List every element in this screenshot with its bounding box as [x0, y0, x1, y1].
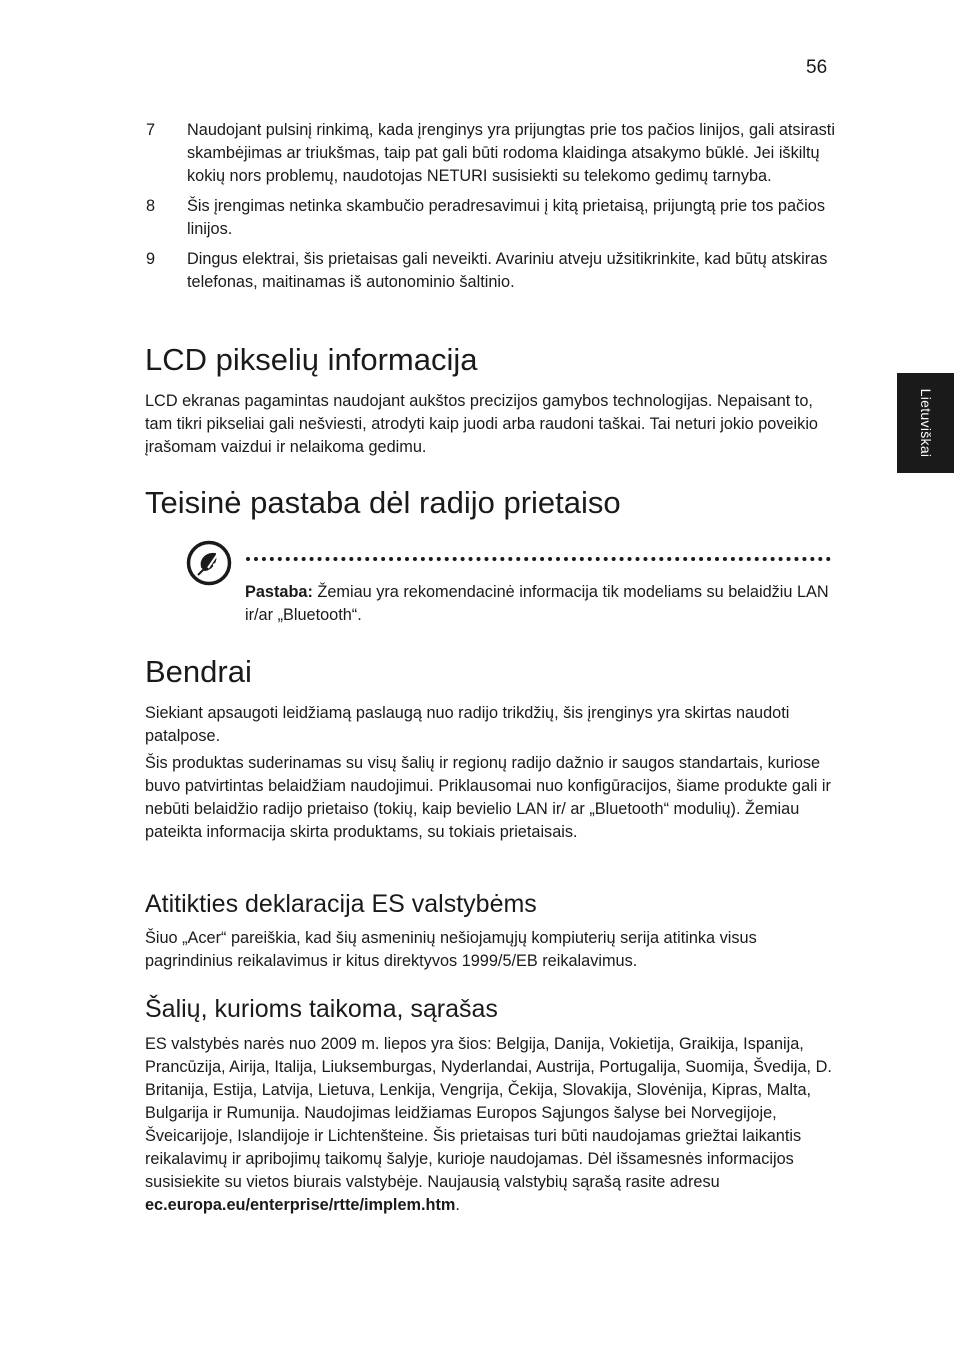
note-icon: [186, 540, 232, 586]
lcd-section-body: LCD ekranas pagamintas naudojant aukštos precizijos gamybos technologijas. Nepaisant to, tam tikri pikseliai gali nešviesti, atrodyti kaip juodi arba raudoni taškai. Tai neturi jokio poveikio įrašomam vaizdui ir nelaikoma gedimu.: [145, 392, 818, 456]
list-item: [146, 195, 836, 241]
note-divider: [246, 557, 831, 561]
language-side-tab-label: Lietuviškai: [917, 388, 934, 458]
link-suffix: .: [455, 1196, 460, 1214]
note-box: [245, 581, 835, 627]
language-side-tab: [897, 373, 954, 473]
list-item: [146, 248, 836, 294]
countries-heading: Šalių, kurioms taikoma, sąrašas: [145, 995, 498, 1023]
list-item-text: Šis įrengimas netinka skambučio peradresavimui į kitą prietaisą, prijungtą prie tos pačios linijos.: [187, 197, 825, 238]
list-item-text: Dingus elektrai, šis prietaisas gali neveikti. Avariniu atveju užsitikrinkite, kad būtų atskiras telefonas, maitinamas iš autonominio šaltinio.: [187, 250, 828, 291]
page-number: 56: [806, 57, 828, 78]
numbered-list: [146, 119, 836, 301]
countries-body-text: ES valstybės narės nuo 2009 m. liepos yra šios: Belgija, Danija, Vokietija, Graikija, Ispanija, Prancūzija, Airija, Italija, Liuksemburgas, Nyderlandai, Austrija, Portugalija, Suomija, Švedija, D. Britanija, Estija, Latvija, Lietuva, Lenkija, Vengrija, Čekija, Slovakija, Slovėnija, Kipras, Malta, Bulgarija ir Rumunija. Naudojimas leidžiamas Europos Sąjungos šalyse bei Norvegijoje, Šveicarijoje, Islandijoje ir Lichtenšteine. Šis prietaisas turi būti naudojamas griežtai laikantis reikalavimų ir apribojimų taikomų šalyje, kurioje naudojamas. Dėl išsamesnės informacijos susisiekite su vietos biurais valstybėje. Naujausią valstybių sąrašą rasite adresu: [145, 1035, 832, 1191]
countries-body: [145, 1033, 835, 1217]
eu-link[interactable]: ec.europa.eu/enterprise/rtte/implem.htm: [145, 1196, 456, 1214]
declaration-body: Šiuo „Acer“ pareiškia, kad šių asmeninių nešiojamųjų kompiuterių serija atitinka visus pagrindinius reikalavimus ir kitus direktyvos 1999/5/EB reikalavimus.: [145, 929, 757, 970]
list-item-text: Naudojant pulsinį rinkimą, kada įrenginys yra prijungtas prie tos pačios linijos, gali atsirasti skambėjimas ar triukšmas, taip pat gali būti rodoma klaidinga atsakymo būklė. Jei iškiltų kokių nors problemų, naudotojas NETURI susisiekti su telekomo gedimų tarnyba.: [187, 121, 835, 185]
list-item-number: 9: [146, 250, 156, 268]
note-label: Pastaba:: [245, 583, 313, 601]
general-section-heading: Bendrai: [145, 654, 252, 689]
note-text: Žemiau yra rekomendacinė informacija tik modeliams su belaidžiu LAN ir/ar „Bluetooth“.: [245, 583, 829, 624]
list-item: [146, 119, 836, 188]
radio-section-heading: Teisinė pastaba dėl radijo prietaiso: [145, 485, 621, 520]
list-item-number: 8: [146, 197, 156, 215]
list-item-number: 7: [146, 121, 156, 139]
declaration-heading: Atitikties deklaracija ES valstybėms: [145, 890, 537, 918]
lcd-section-heading: LCD pikselių informacija: [145, 342, 478, 377]
general-paragraph-2: Šis produktas suderinamas su visų šalių ir regionų radijo dažnio ir saugos standartais, kuriose buvo patvirtintas belaidžiam naudojimui. Priklausomai nuo konfigūracijos, šiame produkte gali ir nebūti belaidžio radijo prietaiso (tokių, kaip bevielio LAN ir/ ar „Bluetooth“ modulių). Žemiau pateikta informacija skirta produktams, su tokiais prietaisais.: [145, 754, 831, 841]
general-paragraph-1: Siekiant apsaugoti leidžiamą paslaugą nuo radijo trikdžių, šis įrenginys yra skirtas naudoti patalpose.: [145, 704, 790, 745]
